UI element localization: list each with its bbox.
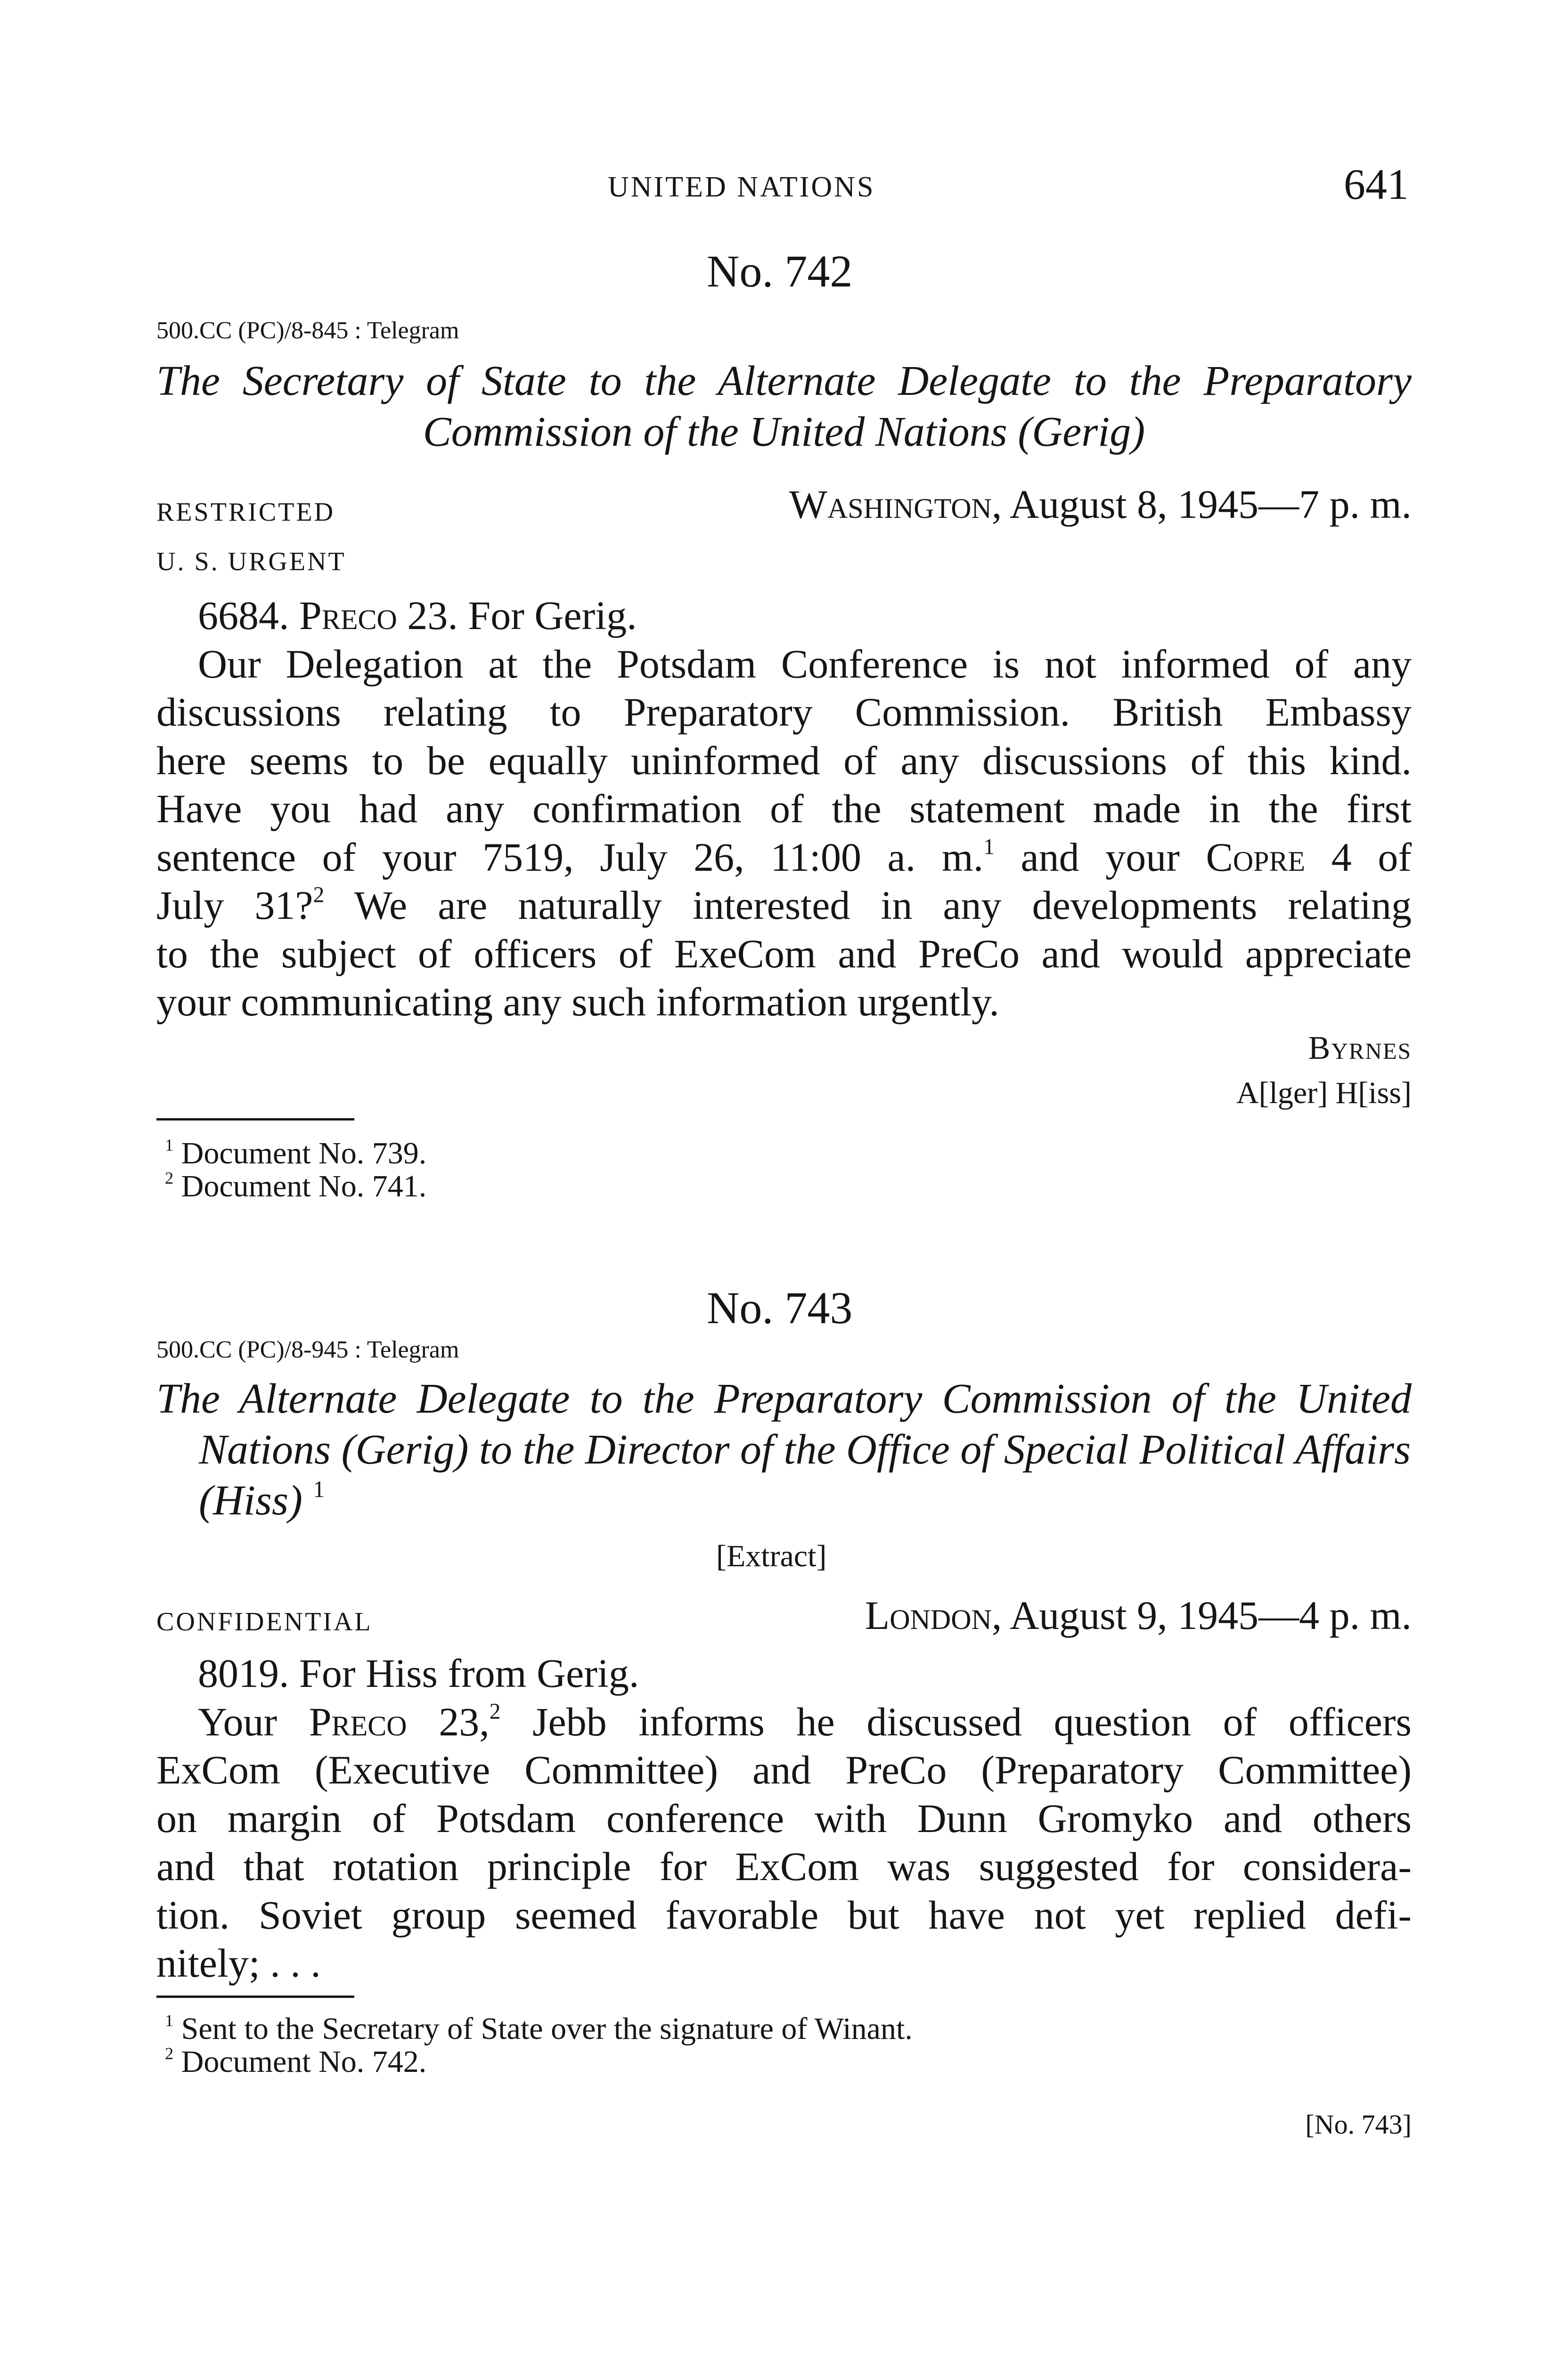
body-line: discussions relating to Preparatory Commission. British Embassy bbox=[156, 689, 1412, 735]
signature-byrnes: Byrnes bbox=[1308, 1030, 1412, 1066]
dateline-place: Washington, bbox=[789, 482, 1002, 527]
footnote-mark: 2 bbox=[165, 1168, 174, 1187]
footnote-rule bbox=[156, 1996, 354, 1998]
body-line: to the subject of officers of ExeCom and PreCo and would appreciate bbox=[156, 931, 1412, 976]
footnote-marker: 1 bbox=[983, 834, 995, 859]
footnote-marker: 2 bbox=[489, 1699, 501, 1724]
telegram-body-742 bbox=[156, 591, 1412, 1026]
dateline-743 bbox=[865, 1592, 1412, 1639]
text-run: Jebb informs he discussed question of officers bbox=[500, 1699, 1412, 1744]
telegram-body-743 bbox=[156, 1649, 1412, 1988]
body-line bbox=[156, 591, 1412, 640]
title-line bbox=[156, 1475, 1412, 1526]
footnote-marker: 2 bbox=[313, 883, 325, 908]
footnote-text: Document No. 741. bbox=[173, 1169, 427, 1203]
classification-urgent: U. S. URGENT bbox=[156, 547, 346, 576]
body-line bbox=[156, 1698, 1412, 1746]
extract-label: [Extract] bbox=[716, 1539, 827, 1573]
footnote-mark: 1 bbox=[165, 2011, 174, 2030]
file-reference-742: 500.CC (PC)/8-845 : Telegram bbox=[156, 317, 459, 344]
telegram-number: 6684. bbox=[198, 593, 299, 638]
body-line: 8019. For Hiss from Gerig. bbox=[198, 1651, 639, 1696]
body-line: tion. Soviet group seemed favorable but have not yet replied defi- bbox=[156, 1892, 1412, 1938]
document-number-743: No. 743 bbox=[707, 1283, 853, 1333]
footnote-743-2 bbox=[165, 2044, 426, 2080]
document-title-742 bbox=[156, 356, 1412, 458]
footnote-743-1 bbox=[165, 2011, 913, 2047]
copre-reference: Copre bbox=[1206, 834, 1306, 880]
dateline-date: August 9, 1945—4 p. m. bbox=[1002, 1593, 1412, 1638]
footnote-text: Document No. 739. bbox=[173, 1136, 427, 1170]
body-line: ExCom (Executive Committee) and PreCo (Preparatory Committee) bbox=[156, 1747, 1412, 1792]
preco-reference: Preco bbox=[309, 1699, 407, 1744]
body-line bbox=[156, 833, 1412, 882]
body-line: here seems to be equally uninformed of any discussions of this kind. bbox=[156, 737, 1412, 783]
file-reference-743: 500.CC (PC)/8-945 : Telegram bbox=[156, 1336, 459, 1363]
footnote-text: Document No. 742. bbox=[173, 2045, 427, 2079]
text-run: sentence of your 7519, July 26, 11:00 a. m. bbox=[156, 834, 984, 880]
body-line bbox=[156, 881, 1412, 930]
body-line: Our Delegation at the Potsdam Conference is not informed of any bbox=[198, 641, 1412, 687]
footnote-742-2 bbox=[165, 1169, 426, 1204]
footnote-marker: 1 bbox=[313, 1476, 325, 1502]
document-title-743 bbox=[156, 1374, 1412, 1526]
title-text: (Hiss) bbox=[199, 1477, 302, 1524]
text-run: 4 of bbox=[1305, 834, 1412, 880]
initials-hiss: A[lger] H[iss] bbox=[1236, 1076, 1412, 1110]
document-number-742: No. 742 bbox=[707, 246, 853, 296]
footnote-mark: 2 bbox=[165, 2044, 174, 2063]
footnote-742-1 bbox=[165, 1136, 426, 1171]
text-run: Your bbox=[198, 1699, 309, 1744]
footnote-text: Sent to the Secretary of State over the signature of Winant. bbox=[173, 2012, 913, 2046]
dateline-place: London, bbox=[865, 1593, 1002, 1638]
footnote-mark: 1 bbox=[165, 1135, 174, 1154]
running-head: UNITED NATIONS bbox=[608, 171, 875, 203]
document-bracket-reference: [No. 743] bbox=[1305, 2109, 1412, 2140]
body-line: and that rotation principle for ExCom was suggested for considera- bbox=[156, 1844, 1412, 1889]
dateline-date: August 8, 1945—7 p. m. bbox=[1002, 482, 1412, 527]
body-line: nitely; . . . bbox=[156, 1940, 321, 1986]
preco-reference: Preco bbox=[299, 593, 397, 638]
body-line: Have you had any confirmation of the statement made in the first bbox=[156, 786, 1412, 831]
dateline-742 bbox=[789, 481, 1412, 528]
title-line: Commission of the United Nations (Gerig) bbox=[423, 409, 1145, 455]
addressee: 23. For Gerig. bbox=[397, 593, 637, 638]
text-run: July 31? bbox=[156, 883, 313, 928]
page-number: 641 bbox=[1344, 160, 1409, 208]
classification-confidential: CONFIDENTIAL bbox=[156, 1607, 373, 1636]
body-line: your communicating any such information urgently. bbox=[156, 979, 999, 1024]
classification-restricted: RESTRICTED bbox=[156, 498, 335, 527]
title-line: The Secretary of State to the Alternate Delegate to the Preparatory bbox=[156, 358, 1412, 404]
text-run: We are naturally interested in any developments relating bbox=[324, 883, 1412, 928]
footnote-rule bbox=[156, 1118, 354, 1121]
body-line: on margin of Potsdam conference with Dunn Gromyko and others bbox=[156, 1795, 1412, 1841]
title-line: Nations (Gerig) to the Director of the Office of Special Political Affairs bbox=[199, 1426, 1411, 1473]
title-line: The Alternate Delegate to the Preparatory Commission of the United bbox=[156, 1375, 1412, 1422]
text-run: and your bbox=[994, 834, 1206, 880]
text-run: 23, bbox=[407, 1699, 490, 1744]
